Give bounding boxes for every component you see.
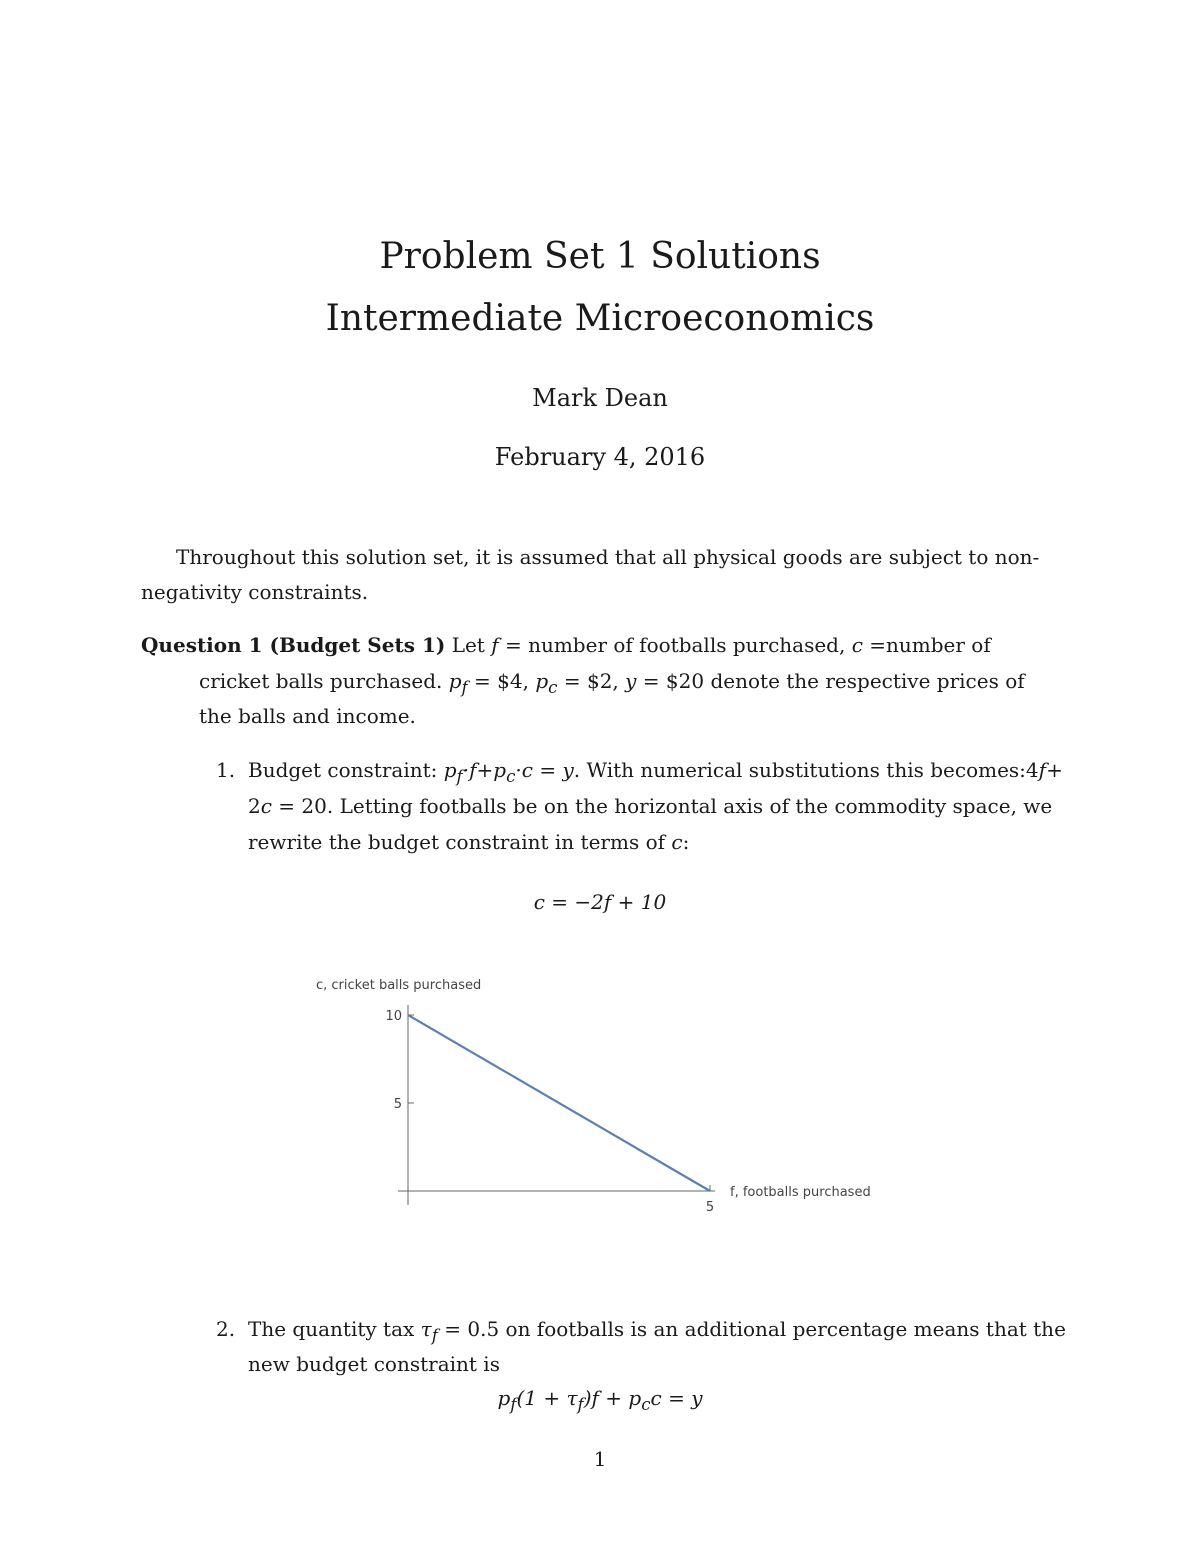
item-2-number: 2.	[216, 1317, 236, 1341]
item-1-number: 1.	[216, 758, 236, 782]
item-2-line-1: The quantity tax $\tau_f = 0.5$ on footballs is an additional percentage means that the	[248, 1317, 1066, 1345]
page-title: Problem Set 1 Solutions	[379, 236, 821, 277]
item-1-line-2: 2c = 20. Letting footballs be on the horizontal axis of the commodity space, we	[248, 794, 1053, 818]
y-tick-label: 5	[393, 1097, 402, 1112]
question-1-line-2: cricket balls purchased. $p_f$ = $4, $p_c$ = $2, y = $20 denote the respective prices of	[199, 669, 1025, 697]
item-1-line-1: Budget constraint: $p_f\cdot f+p_c\cdot c = y$. With numerical substitutions this becomes:4f+	[248, 758, 1063, 786]
equation-tax-budget: $p_f(1 + \tau_f)f + p_cc = y$	[497, 1386, 703, 1414]
y-axis-label: c, cricket balls purchased	[316, 978, 482, 993]
course-title: Intermediate Microeconomics	[325, 298, 875, 339]
question-1-line-1: Question 1 (Budget Sets 1) Let f = number of footballs purchased, c =number of	[141, 633, 991, 657]
budget-line-chart	[300, 965, 920, 1225]
page-number: 1	[593, 1447, 607, 1471]
x-axis-label: f, footballs purchased	[730, 1185, 871, 1200]
intro-line-2: negativity constraints.	[141, 580, 369, 604]
budget-line-series	[408, 1015, 710, 1191]
intro-line-1: Throughout this solution set, it is assumed that all physical goods are subject to non-	[176, 545, 1040, 569]
item-2-line-2: new budget constraint is	[248, 1352, 500, 1376]
question-1-line-3: the balls and income.	[199, 704, 416, 728]
item-1-line-3: rewrite the budget constraint in terms of c:	[248, 830, 690, 854]
question-1-label: Question 1 (Budget Sets 1)	[141, 633, 446, 657]
x-tick-label: 5	[705, 1200, 715, 1215]
equation-budget-line: c = −2f + 10	[533, 890, 667, 914]
author: Mark Dean	[532, 384, 668, 412]
y-tick-label: 10	[385, 1009, 402, 1024]
date: February 4, 2016	[494, 443, 706, 471]
